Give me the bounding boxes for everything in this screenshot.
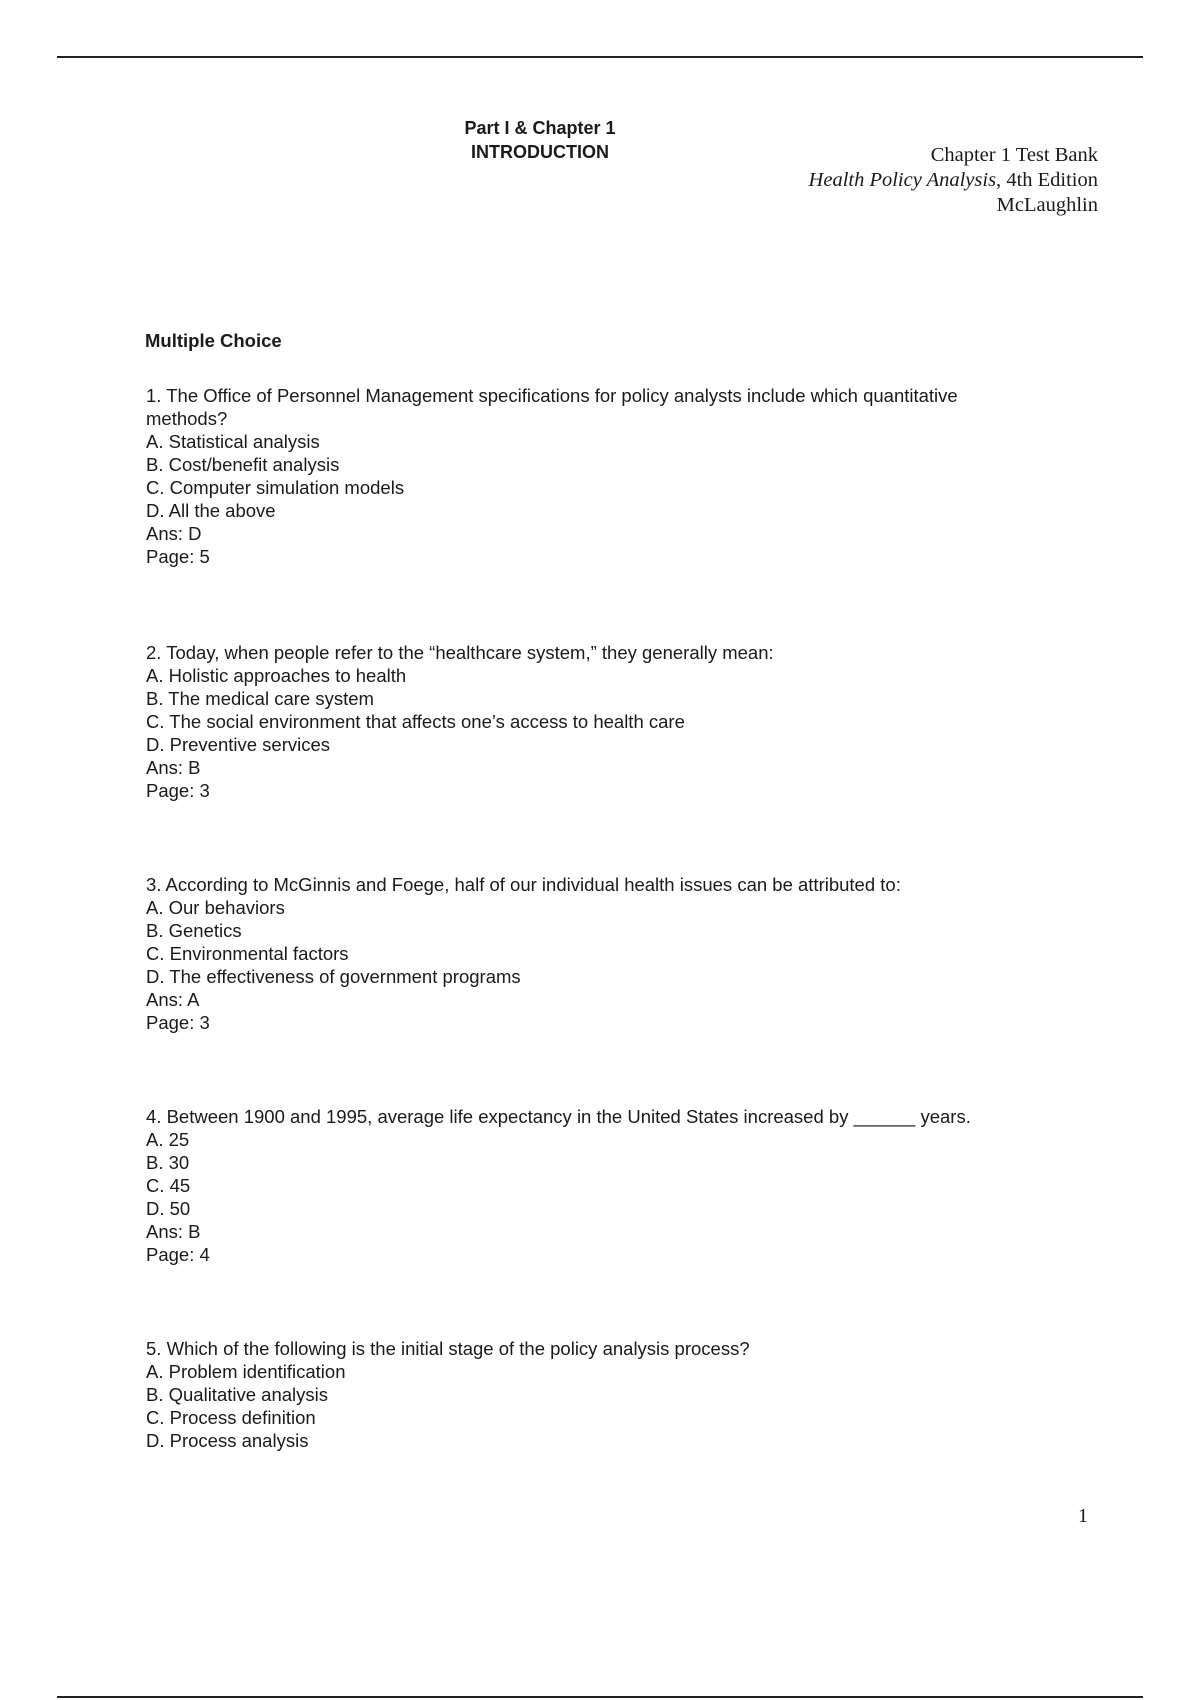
option-b: B. Qualitative analysis xyxy=(146,1384,329,1405)
question-stem: 4. Between 1900 and 1995, average life expectancy in the United States increased by ______ years. xyxy=(146,1106,971,1127)
option-c: C. The social environment that affects one’s access to health care xyxy=(146,711,685,732)
question-2 xyxy=(146,641,1076,802)
test-bank-label: Chapter 1 Test Bank xyxy=(930,144,1098,166)
intro-line: INTRODUCTION xyxy=(471,142,609,162)
question-stem-continued: methods? xyxy=(146,408,228,429)
answer: Ans: B xyxy=(146,1221,201,1242)
option-d: D. The effectiveness of government programs xyxy=(146,966,521,987)
part-title xyxy=(390,116,690,164)
answer: Ans: A xyxy=(146,989,200,1010)
test-bank-header xyxy=(809,143,1098,218)
option-d: D. All the above xyxy=(146,500,276,521)
option-d: D. Preventive services xyxy=(146,734,331,755)
question-stem: 3. According to McGinnis and Foege, half of our individual health issues can be attributed to: xyxy=(146,874,901,895)
top-rule xyxy=(57,56,1143,58)
book-title: Health Policy Analysis, xyxy=(808,169,1002,191)
part-line: Part I & Chapter 1 xyxy=(464,118,616,138)
option-a: A. Problem identification xyxy=(146,1361,346,1382)
page-ref: Page: 4 xyxy=(146,1244,210,1265)
option-a: A. 25 xyxy=(146,1129,190,1150)
page-ref: Page: 5 xyxy=(146,546,210,567)
question-stem: 1. The Office of Personnel Management specifications for policy analysts include which quantitative xyxy=(146,385,958,406)
bottom-rule xyxy=(57,1696,1143,1698)
book-title-line xyxy=(809,168,1098,193)
option-b: B. The medical care system xyxy=(146,688,374,709)
question-1 xyxy=(146,384,1076,568)
question-3 xyxy=(146,873,1076,1034)
page-ref: Page: 3 xyxy=(146,1012,210,1033)
option-c: C. Environmental factors xyxy=(146,943,349,964)
option-b: B. Cost/benefit analysis xyxy=(146,454,340,475)
page-ref: Page: 3 xyxy=(146,780,210,801)
edition: 4th Edition xyxy=(1001,169,1098,191)
answer: Ans: B xyxy=(146,757,201,778)
option-a: A. Holistic approaches to health xyxy=(146,665,407,686)
option-a: A. Our behaviors xyxy=(146,897,285,918)
option-b: B. Genetics xyxy=(146,920,242,941)
option-a: A. Statistical analysis xyxy=(146,431,320,452)
section-heading: Multiple Choice xyxy=(145,330,282,351)
question-4 xyxy=(146,1105,1076,1266)
question-5 xyxy=(146,1337,1076,1452)
option-d: D. Process analysis xyxy=(146,1430,309,1451)
option-d: D. 50 xyxy=(146,1198,191,1219)
author: McLaughlin xyxy=(996,194,1098,216)
answer: Ans: D xyxy=(146,523,202,544)
question-stem: 5. Which of the following is the initial stage of the policy analysis process? xyxy=(146,1338,750,1359)
option-c: C. Process definition xyxy=(146,1407,316,1428)
question-stem: 2. Today, when people refer to the “healthcare system,” they generally mean: xyxy=(146,642,774,663)
option-c: C. 45 xyxy=(146,1175,191,1196)
page-number: 1 xyxy=(1078,1505,1088,1527)
option-c: C. Computer simulation models xyxy=(146,477,405,498)
option-b: B. 30 xyxy=(146,1152,190,1173)
